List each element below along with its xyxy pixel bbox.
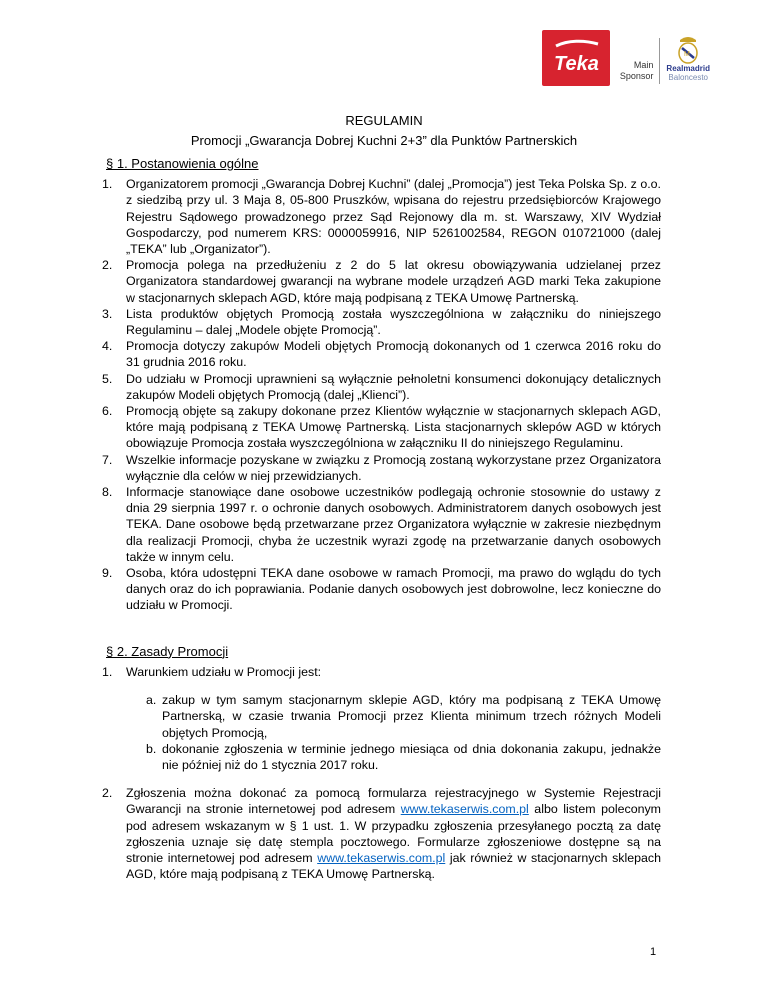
item-text: Osoba, która udostępni TEKA dane osobowe w ramach Promocji, ma prawo do wglądu do tych danych oraz do ich poprawiania. Podanie danych osobowych jest dobrowolne, lecz konieczne do udziału w Promocji. [126, 566, 661, 613]
item-number: 6. [102, 404, 113, 419]
sub-list-item [126, 692, 661, 741]
item-number: 7. [102, 452, 113, 467]
sub-list [126, 692, 661, 773]
list-item [102, 565, 661, 614]
svg-text:M: M [684, 51, 691, 58]
page-number: 1 [650, 946, 657, 958]
document-body [102, 156, 662, 882]
item-text: Lista produktów objętych Promocją została wyszczególniona w załączniku do niniejszego Regulaminu – dalej „ [126, 306, 661, 338]
item-number: 3. [102, 306, 113, 321]
item-text: Warunkiem udziału w Promocji jest: [126, 664, 322, 679]
item-letter: b. [146, 741, 157, 756]
tekaserwis-link[interactable]: www.tekaserwis.com.pl [317, 850, 446, 865]
sponsor-line2: Sponsor [619, 71, 654, 81]
list-item [102, 484, 661, 565]
list-item [102, 371, 661, 403]
defined-term: Modele objęte Promocją [239, 323, 374, 338]
defined-term: Organizator [194, 242, 259, 257]
list-item [102, 403, 661, 452]
section2-list [102, 664, 662, 882]
document-title [0, 111, 768, 151]
item-text: ”). [258, 242, 271, 257]
sponsor-label [620, 60, 654, 82]
item-number: 5. [102, 371, 113, 386]
item-text: Informacje stanowiące dane osobowe uczestników podlegają ochronie stosownie do ustawy z dnia 29 sierpnia 1997 r. o ochronie danych osobowych. Administratorem danych osobowych jest TEKA. Dane osobowe będą przetwarzane przez Organizatora wyłącznie w zakresie niezbędnym dla realizacji Promocji, chyba że uczestnik wyrazi zgodę na przetwarzanie danych osobowych także w innym celu. [126, 485, 661, 564]
section2-heading: § 2. Zasady Promocji [106, 643, 229, 659]
item-text: ”). [398, 387, 410, 402]
item-text: Organizatorem promocji „Gwarancja Dobrej Kuchni” (dalej „ [126, 177, 452, 192]
item-text: Wszelkie informacje pozyskane w związku z Promocją zostaną wykorzystane przez Organizatora wyłącznie dla celów w niej przewidzianych. [126, 452, 661, 483]
crest-icon [674, 34, 702, 64]
item-number: 1. [102, 664, 113, 679]
teka-logo [542, 30, 610, 86]
title-line1: REGULAMIN [345, 113, 423, 128]
item-text: ”. [373, 323, 381, 338]
partner-name: Realmadrid [666, 64, 710, 73]
item-text: Promocja polega na przedłużeniu z 2 do 5 lat okresu obowiązywania udzielanej przez Organizatora standardowej gwarancji na wybrane modele urządzeń AGD marki Teka zakupione w stacjonarnych sklepach AGD, które mają podpisaną z TEKA Umowę Partnerską. [126, 258, 661, 305]
section2 [102, 643, 662, 883]
title-line2: Promocji „Gwarancja Dobrej Kuchni 2+3” dla Punktów Partnerskich [190, 133, 578, 148]
sub-list-item [126, 741, 661, 773]
header-logos [542, 30, 710, 86]
section1-list [102, 176, 661, 613]
defined-term: Promocja [451, 177, 505, 192]
tekaserwis-link[interactable]: www.tekaserwis.com.pl [400, 802, 529, 817]
partner-sub: Baloncesto [668, 73, 708, 82]
item-letter: a. [146, 693, 157, 708]
item-number: 2. [102, 258, 113, 273]
sponsor-line1: Main [633, 60, 654, 70]
list-item [102, 785, 662, 882]
item-text: Promocją objęte są zakupy dokonane przez Klientów wyłącznie w stacjonarnych sklepach AGD, które mają podpisaną z TEKA Umowę Partnerską. Lista stacjonarnych sklepów AGD w których obowiązuje Promocja została wyszczególniona w załączniku II do niniejszego Regulaminu. [126, 404, 661, 451]
list-item [102, 452, 661, 484]
item-text: zakup w tym samym stacjonarnym sklepie AGD, który ma podpisaną z TEKA Umowę Partnerską, w czasie trwania Promocji przez Klienta minimum trzech różnych Modeli objętych Promocją, [162, 693, 661, 740]
item-number: 8. [102, 485, 113, 500]
logo-separator [659, 38, 660, 84]
svg-text:Teka: Teka [553, 53, 599, 75]
realmadrid-logo [666, 34, 710, 82]
section1-heading: § 1. Postanowienia ogólne [106, 156, 259, 171]
list-item [102, 257, 661, 306]
item-number: 9. [102, 566, 113, 581]
item-number: 4. [102, 339, 113, 354]
item-text: dokonanie zgłoszenia w terminie jednego miesiąca od dnia dokonania zakupu, jednakże nie później niż do 1 stycznia 2017 roku. [162, 741, 661, 772]
item-text: Zgłoszenia można dokonać za pomocą formularza rejestracyjnego w Systemie Rejestracji Gwarancji na stronie internetowej pod adresem [126, 786, 661, 817]
item-text: Promocja dotyczy zakupów Modeli objętych Promocją dokonanych od 1 czerwca 2016 roku do 31 grudnia 2016 roku. [126, 339, 661, 370]
item-text: Do udziału w Promocji uprawnieni są wyłącznie pełnoletni konsumenci dokonujący detalicznych zakupów Modeli objętych Promocją (dalej „ [126, 371, 661, 402]
list-item [102, 176, 661, 257]
item-text: ”) jest Teka Polska Sp. z o.o. z siedzibą przy ul. 3 Maja 8, 05-800 Pruszków, wpisana do rejestru przedsiębiorców Krajowego Rejestru Sądowego prowadzonego przez Sąd Rejonowy dla m. st. Warszawy, XIV Wydział Gospodarczy, pod numerem KRS: 0000059916, NIP 5261002584, REGON 010721000 (dalej „ [126, 177, 661, 257]
list-item [102, 664, 661, 773]
item-number: 2. [102, 786, 113, 801]
list-item [102, 306, 661, 338]
item-number: 1. [102, 177, 113, 192]
defined-term: Klienci [361, 387, 399, 402]
item-text: ” lub „ [162, 242, 195, 257]
list-item [102, 338, 661, 370]
item-text: albo listem poleconym pod adresem wskazanym w § 1 ust. 1. W przypadku zgłoszenia przesyłanego pocztą za datę zgłoszenia uznaje się datę stempla pocztowego. Formularze zgłoszeniowe dostępne są na stronie internetowej pod adresem [126, 802, 662, 865]
defined-term: TEKA [130, 242, 163, 257]
item-text: jak również w stacjonarnych sklepach AGD, które mają podpisaną z TEKA Umowę Partnerską. [126, 850, 661, 882]
